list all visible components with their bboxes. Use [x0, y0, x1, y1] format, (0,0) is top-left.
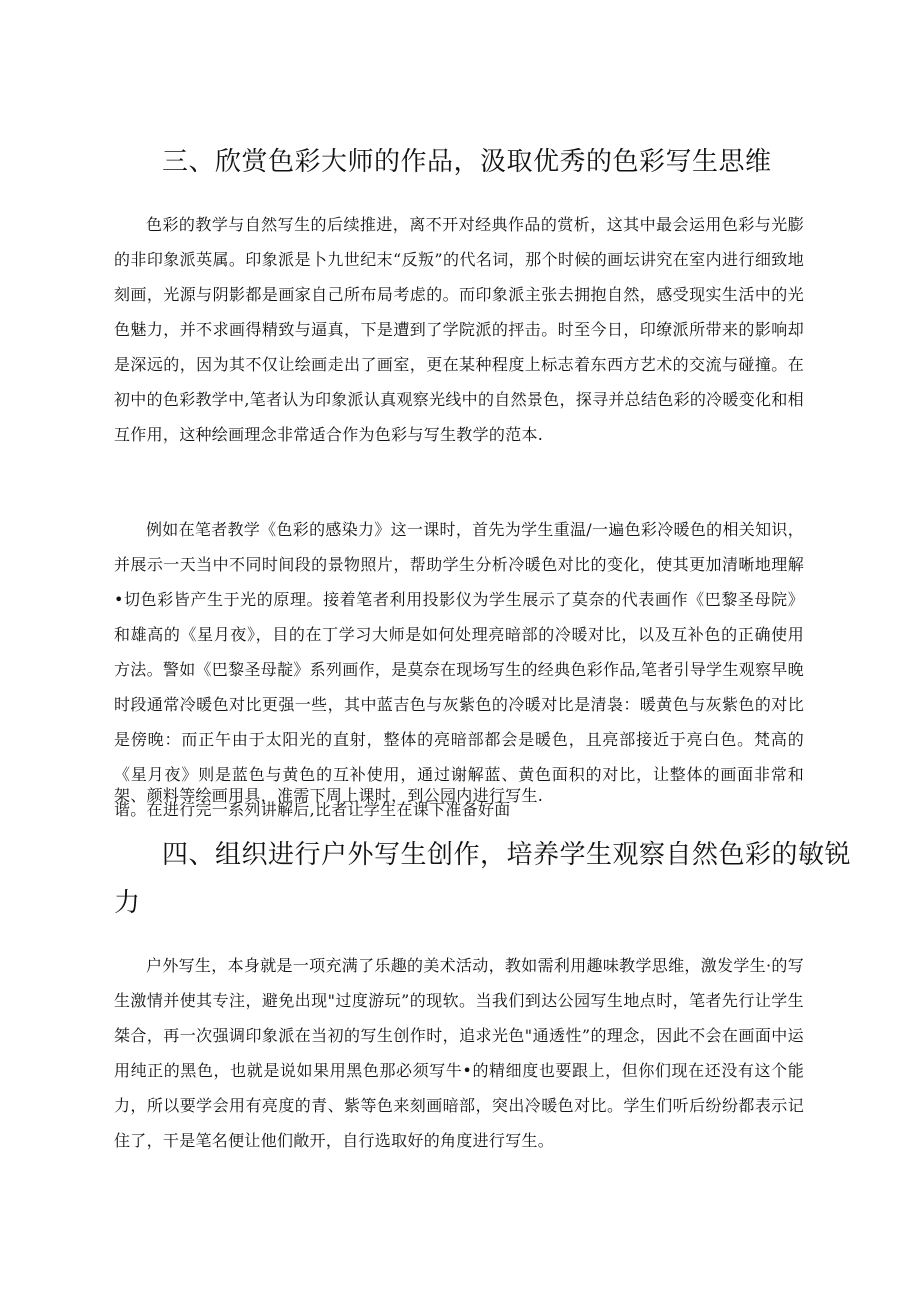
paragraph-3-2: 例如在笔者教学《色彩的感染力》这一课时，首先为学生重温/一遍色彩冷暖色的相关知识，并展示一天当中不同时间段的景物照片，帮助学生分析冷暖色对比的变化，使其更加清晰地理解•切色彩皆产生于光的原理。接着笔者利用投影仪为学生展示了莫奈的代表画作《巴黎圣母院》和雄高的《星月夜》，目的在丁学习大师是如何处理亮暗部的冷暖对比，以及互补色的正确使用方法。警如《巴黎圣母靛》系列画作，是莫奈在现场写生的经典色彩作品,笔者引导学生观察早晚时段通常冷暖色对比更强一些，其中蓝吉色与灰紫色的冷暖对比是清袅：暖黄色与灰紫色的对比是傍晚：而正午由于太阳光的直射，整体的亮暗部都会是暖色，且亮部接近于亮白色。梵高的《星月夜》则是蓝色与黄色的互补使用，通过谢解蓝、黄色面积的对比，让整体的画面非常和谐。在进行完一系列讲解后,比者让学生在课下准备好面 [114, 520, 804, 819]
paragraph-3-3: 架、颜料等绘画用具，准需下周上课时，到公园内进行写生. [114, 786, 544, 805]
section-heading-4-line2: 力 [114, 888, 141, 918]
paragraph-4-1: 户外写生，本身就是一项充满了乐趣的美术活动，教如需利用趣味教学思维，激发学生·的写生激情并使其专注，避免出现"过度游玩”的现软。当我们到达公园写生地点时，笔者先行让学生桀合，再一次强调印象派在当初的写生创作时，追求光色"通透性”的理念，因此不会在画面中运用纯正的黑色，也就是说如果用黑色那必须写牛•的精细度也要跟上，但你们现在还没有这个能力，所以要学会用有亮度的青、紫等色来刻画暗部，突出冷暖色对比。学生们听后纷纷都表示记住了，干是笔名便让他们敞开，自行选取好的角度进行写生。 [114, 956, 804, 1150]
paragraph-3-1: 色彩的教学与自然写生的后续推进，离不开对经典作品的赏析，这其中最会运用色彩与光膨的非印象派英属。印象派是卜九世纪末“反叛”的代名词，那个时候的画坛讲究在室内进行细致地刻画，光源与阴影都是画家自己所布局考虑的。而印象派主张去拥抱自然，感受现实生活中的光色魅力，并不求画得精致与逼真，下是遭到了学院派的抨击。时至今日，印缭派所带来的影响却是深远的，因为其不仅让绘画走出了画室，更在某种程度上标志着东西方艺术的交流与碰撞。在初中的色彩教学中,笔者认为印象派认真观察光线中的自然景色，探寻并总结色彩的冷暖变化和相互作用，这种绘画理念非常适合作为色彩与写生教学的范本. [114, 215, 804, 444]
section-heading-3: 三、欣赏色彩大师的作品，汲取优秀的色彩写生思维 [162, 147, 772, 177]
section-heading-4-line1: 四、组织进行户外写生创作，培养学生观察自然色彩的敏锐 [162, 840, 852, 870]
